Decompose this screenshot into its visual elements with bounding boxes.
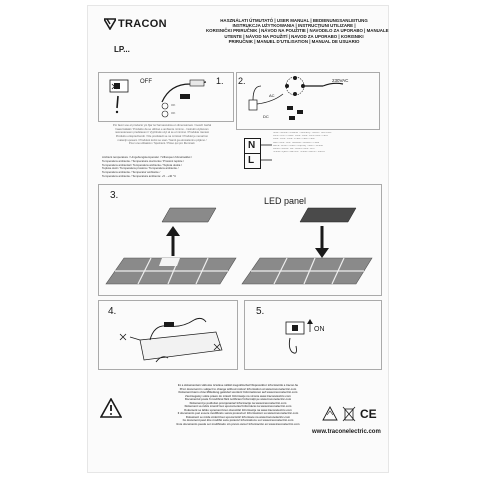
manual-sheet — [88, 6, 388, 472]
ce-mark: CE — [360, 407, 377, 421]
notice-line: Este documento puede ser modificado sin previo aviso! Información en www.traconelectric.com — [176, 422, 300, 426]
wiring-line: Modrá / Modra / Blu / Modrá / Bleu / Azul — [273, 148, 315, 151]
wiring-line: Fase / Fáze / Faza / Phase / Fase / Fase — [273, 138, 315, 141]
led-panel-label: LED panel — [264, 196, 307, 206]
ac-label: AC — [269, 93, 275, 98]
off-label: OFF — [140, 79, 152, 85]
dc-label: DC — [263, 114, 269, 119]
notice-line: Zastrzegamy sobie prawo do zmian! Informacje na stronie www.traconelectric.com — [185, 394, 291, 398]
spec-line: Temperatura ambiente / Temperatura ambiente: +5 - +40 °C — [102, 173, 177, 178]
document-change-notice — [148, 384, 328, 426]
step-4-number: 4. — [108, 306, 117, 317]
neutral-label: N — [248, 140, 256, 151]
notice-line: Ez a dokumentum változás örtetése nélkül megváltozhat! Reprezéktor információk a tracon.hu — [177, 384, 299, 387]
warning-line: Pour une utilisation / Spelnieni / Ploso qui pro Illuminati. — [128, 142, 196, 146]
title-line: HASZNÁLATI ÚTMUTATÓ | USER MANUAL | BEDIENUNGSANLEITUNG — [220, 18, 368, 23]
wiring-line: Blau / Blue / Kék / Niebieski / Albastru / Plava — [273, 141, 320, 144]
wiring-color-legend — [273, 132, 378, 154]
model-code: LP... — [114, 45, 130, 54]
wiring-line: Barna / Brown / Braun / Brązowy / Maro / Smeđa — [273, 144, 323, 147]
notice-line: Documentul poate fi modificat fără notificare! Informaţii pe www.traconelectric.com — [184, 398, 292, 401]
voltage-label: 230VAC — [332, 78, 349, 83]
notice-line: Il documento può essere modificato senza preavviso! Informazioni su www.traconelectric.com — [177, 412, 299, 415]
step-5-number: 5. — [256, 306, 265, 317]
spec-line: Ambient temperature / Umgebungstemperatur / Villnoquen hőmérséklet / — [102, 155, 192, 159]
notice-line: Ce document peut être modifié sans préavis! Informations sur www.traconelectric.com — [182, 419, 294, 422]
manual-title-block — [206, 18, 389, 44]
on-label: ON — [314, 326, 325, 333]
wiring-line: Nulla / Neutral / Nullleiter / Neutralny / Neutru / Nulti vodič — [273, 132, 332, 134]
notice-line: Dokument se lahko spremeni brez obvestila! Informacije na www.traconelectric.com — [184, 408, 292, 412]
brand-name: TRACON — [118, 18, 167, 30]
title-line: KORISNIČKI PRIRUČNIK | NÁVOD NA POUŽITIE | NAVODILO ZA UPORABO | MANUALE — [206, 28, 389, 34]
step-1-number: 1. — [216, 76, 224, 86]
spec-line: Temperatura ambiental / Temperatura ambiente / Teplota okolia / — [102, 162, 182, 167]
terminal-leads — [260, 138, 274, 168]
title-line: UTENTE | NÁVOD NA POUŽITÍ | NAVOD ZA UPORABO | KORISNIKI — [224, 33, 364, 39]
warning-line: mateniji upoeam / Produkot korist se usar / Samit ga ekvivalentnu prijámo / — [117, 138, 207, 142]
ok-label: OK — [171, 103, 176, 107]
wiring-line: Fázis / Live / Phase / Faza / Fază / Fazni vodič / Fáza — [273, 135, 328, 138]
wiring-line: Hnedá / Rjava / Marrone / Hnědá / Marron / Marrón — [273, 151, 326, 154]
panel-install-diagram — [110, 304, 230, 366]
step-3-number: 3. — [110, 190, 119, 201]
spec-line: Teplota okolí / Temperatura prostora / Temperatura ambiente / — [102, 166, 179, 171]
usage-warning-text — [102, 124, 222, 146]
ceiling-grid-insert — [240, 200, 380, 290]
title-line: PRIRUČNIK | MANUEL D'UTILISATION | MANUAL DE USUARIO — [228, 38, 360, 44]
recycle-icon — [322, 406, 338, 422]
notice-line: Dokument se může změnit bez upozornění! Informace na www.traconelectric.com — [185, 415, 291, 419]
live-label: L — [248, 155, 255, 166]
website-url: www.traconelectric.com — [312, 429, 381, 435]
warning-triangle-icon — [100, 398, 122, 418]
warning-line: haasználatát / Produkto da se utilizao e ambiente mínimo - Instrukti uzytkovan — [115, 127, 209, 131]
step-2-number: 2. — [238, 76, 246, 86]
weee-bin-icon — [342, 406, 356, 422]
title-line: INSTRUKCJA UŻYTKOWANIA | INSTRUCŢIUNI UTILIZARE | — [232, 23, 356, 29]
warning-line: nesnesteneem predstavení / Vyplnbuté uzyt al se el mínimo / Produkte nieniesi — [115, 131, 209, 135]
notice-line: Dokument kann ohne Mitteilung geändert werden! Informationen auf www.traconelectric.com — [178, 391, 298, 394]
check-icon — [161, 102, 169, 110]
notice-line: Dokument sa môže zmeniť bez upozornenia! Informácie na www.traconelectric.com — [184, 405, 292, 408]
neutral-terminal — [244, 138, 261, 154]
spec-line: Temperatura ambiente / Temperatur ambiante / — [102, 170, 161, 175]
notice-line: Dokument je podložan promjenama! Informacije na www.traconelectric.com — [189, 401, 287, 405]
notice-line: Prior document is subject to change without notice! Information at www.traconelectric.com — [179, 387, 297, 391]
live-terminal — [244, 153, 261, 169]
spec-line: Temperatura ambiente / Temperatura otoczenia / Prostoni teplote / — [102, 158, 185, 163]
ceiling-grid-lift — [104, 200, 244, 290]
ok-label: OK — [171, 111, 176, 115]
warning-line: Produktu entsprechendn / Nie predstavit se na mínimal / Produkt je nemal ton — [115, 134, 209, 138]
warning-line: Por favor use el producto y/o fijar luz farmacéutica en dimensionam / Gesch Geñal — [112, 124, 212, 127]
cross-icon — [161, 110, 169, 118]
tracon-logo-icon — [104, 18, 116, 30]
ambient-temperature-spec — [102, 156, 232, 179]
